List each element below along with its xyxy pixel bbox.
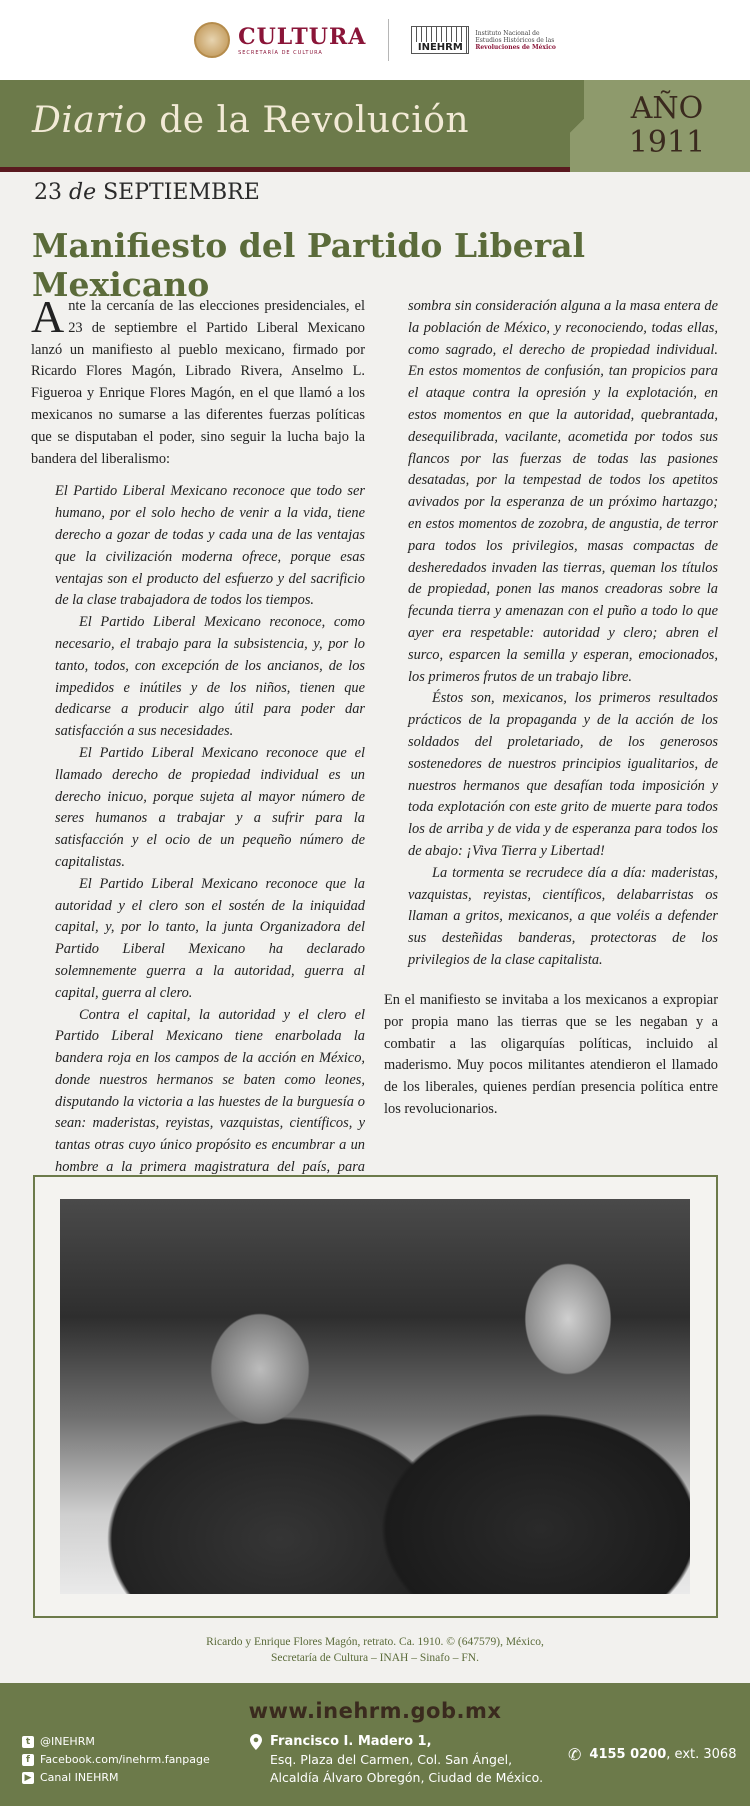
year-label: AÑO bbox=[630, 91, 704, 126]
youtube-channel: Canal INEHRM bbox=[40, 1771, 119, 1784]
facebook-icon: f bbox=[22, 1754, 34, 1766]
footer bbox=[0, 1683, 750, 1806]
phone-number: 4155 0200 bbox=[589, 1747, 667, 1762]
caption-line-1: Ricardo y Enrique Flores Magón, retrato. Ca. 1910. © (647579), México, bbox=[206, 1636, 544, 1648]
date-de: de bbox=[62, 180, 104, 205]
quote-paragraph-3: El Partido Liberal Mexicano reconoce que el llamado derecho de propiedad individual es un derecho inicuo, porque sujeta al mayor número de seres humanos a trabajar y a sufrir para la satisfacción y el ocio de un pequeño número de capitalistas. bbox=[55, 744, 365, 870]
phone-block[interactable] bbox=[568, 1745, 736, 1764]
photo-frame bbox=[33, 1175, 718, 1618]
inehrm-mark-text: INEHRM bbox=[417, 42, 463, 53]
manifesto-quote-left bbox=[31, 481, 365, 1200]
closing-paragraph: En el manifiesto se invitaba a los mexicanos a expropiar por propia mano las tierras que se les negaban y a combatir a las oligarquías políticas, incluido al maderismo. Muy pocos militantes atendieron el llamado de los liberales, quienes perdían presencia política entre los revolucionarios. bbox=[384, 992, 718, 1117]
phone-extension: , ext. 3068 bbox=[666, 1747, 737, 1762]
phone-icon: ✆ bbox=[568, 1745, 582, 1764]
drop-cap: A bbox=[31, 291, 65, 342]
address-line-2: Esq. Plaza del Carmen, Col. San Ángel, bbox=[270, 1752, 513, 1767]
intro-text: nte la cercanía de las elecciones presidenciales, el 23 de septiembre el Partido Liberal Mexicano lanzó un manifiesto al pueblo mexicano, firmado por Ricardo Flores Magón, Librado Rivera, Anselmo L. Figueroa y Enrique Flores Magón, en el que llamó a los mexicanos no sumarse a las diferentes fuerzas políticas que se disputaban el poder, sino seguir la lucha bajo la bandera del liberalismo: bbox=[31, 298, 365, 467]
banner-title bbox=[32, 100, 469, 141]
quote-paragraph-2: El Partido Liberal Mexicano reconoce, como necesario, el trabajo para la subsistencia, y, por lo tanto, todos, con excepción de los ancianos, de los impedidos e inútiles y de los niños, tienen que dedicarse a producir algo útil para poder dar satisfacción a sus necesidades. bbox=[55, 614, 365, 740]
address-block bbox=[250, 1733, 543, 1787]
quote-paragraph-5: Contra el capital, la autoridad y el clero el Partido Liberal Mexicano tiene enarbolada la bandera roja en los campos de la acción en México, donde nuestros hermanos se baten como leones, disputando la victoria a las huestes de la burguesía o sean: maderistas, reyistas, vazquistas, científicos, y tantas otras cuyo único propósito es encumbrar a un hombre a la primera magistratura del país, para bbox=[55, 1006, 365, 1176]
quote-paragraph-1: El Partido Liberal Mexicano reconoce que todo ser humano, por el solo hecho de venir a la vida, tiene derecho a gozar de todas y cada una de las ventajas que la civilización moderna ofrece, porque esas ventajas son el producto del esfuerzo y del sacrificio de la clase trabajadora de todos los tiempos. bbox=[55, 483, 365, 609]
quote-paragraph-6: Éstos son, mexicanos, los primeros resultados prácticos de la propaganda y de la acción de los soldados del proletariado, de los generosos sostenedores de nuestros principios igualitarios, de nuestros hermanos que desafían toda imposición y toda explotación con este grito de muerte para todos los de arriba y de vida y de esperanza para todos los de abajo: ¡Viva Tierra y Libertad! bbox=[408, 690, 718, 859]
inehrm-line-2: Estudios Históricos de las bbox=[475, 36, 555, 44]
historical-photo[interactable] bbox=[60, 1199, 690, 1594]
quote-paragraph-7: La tormenta se recrudece día a día: maderistas, vazquistas, reyistas, científicos, delabarristas os llaman a gritos, mexicanos, a que voléis a defender sus desteñidas banderas, protectoras de los privilegios de la clase capitalista. bbox=[408, 864, 718, 968]
left-column bbox=[31, 291, 365, 1201]
quote-continuation: sombra sin consideración alguna a la masa entera de la población de México, y reconociendo, todas ellas, como sagrado, el derecho de propiedad individual. En estos momentos de confusión, tan propicios para el ataque contra la opresión y la explotación, en estos momentos en que la autoridad, quebrantada, desequilibrada, vacilante, acometida por todos sus flancos por las fuerzas de todas las pasiones desatadas, por la tempestad de todos los apetitos avivados por la esperanza de un próximo hartazgo; en estos momentos de zozobra, de angustia, de terror para todos los privilegios, masas compactas de desheredados invaden las tierras, queman los títulos de propiedad, ponen las manos creadoras sobre la fecunda tierra y amenazan con el puño a todo lo que ayer era respetable: autoridad y clero; abren el surco, esparcen la semilla y esperan, emocionados, los primeros frutos de un trabajo libre. bbox=[408, 298, 718, 685]
youtube-icon: ▶ bbox=[22, 1772, 34, 1784]
twitter-link[interactable] bbox=[22, 1733, 210, 1751]
year-box bbox=[584, 80, 750, 172]
article-date bbox=[34, 180, 260, 205]
inehrm-line-1: Instituto Nacional de bbox=[475, 29, 540, 37]
banner-title-italic: Diario bbox=[32, 100, 148, 141]
cultura-subtitle: SECRETARÍA DE CULTURA bbox=[238, 50, 323, 56]
social-links bbox=[22, 1733, 210, 1787]
inehrm-building-icon bbox=[411, 26, 469, 54]
date-month: SEPTIEMBRE bbox=[103, 180, 260, 205]
twitter-icon: t bbox=[22, 1736, 34, 1748]
photo-caption bbox=[0, 1634, 750, 1666]
article-headline: Manifiesto del Partido Liberal Mexicano bbox=[32, 226, 586, 304]
date-day: 23 bbox=[34, 180, 62, 205]
national-seal-icon bbox=[194, 22, 230, 58]
twitter-handle: @INEHRM bbox=[40, 1735, 95, 1748]
location-pin-icon bbox=[250, 1734, 262, 1750]
cultura-logo[interactable] bbox=[194, 22, 366, 58]
title-banner bbox=[0, 80, 750, 172]
year-value: 1911 bbox=[628, 125, 706, 160]
facebook-url: Facebook.com/inehrm.fanpage bbox=[40, 1753, 210, 1766]
right-column bbox=[384, 296, 718, 972]
banner-title-rest: de la Revolución bbox=[147, 100, 470, 141]
facebook-link[interactable] bbox=[22, 1751, 210, 1769]
intro-paragraph bbox=[31, 291, 365, 470]
address-street: Francisco I. Madero 1, bbox=[270, 1734, 432, 1749]
address-line-3: Alcaldía Álvaro Obregón, Ciudad de México. bbox=[270, 1770, 544, 1785]
caption-line-2: Secretaría de Cultura – INAH – Sinafo – FN. bbox=[271, 1652, 479, 1664]
header-bar bbox=[0, 0, 750, 80]
manifesto-quote-right bbox=[384, 296, 718, 972]
logo-divider bbox=[388, 19, 389, 61]
quote-paragraph-4: El Partido Liberal Mexicano reconoce que la autoridad y el clero son el sostén de la iniquidad capital, y, por lo tanto, la junta Organizadora del Partido Liberal Mexicano ha declarado solemnemente guerra a la autoridad, guerra al capital, guerra al clero. bbox=[55, 875, 365, 1001]
youtube-link[interactable] bbox=[22, 1769, 210, 1787]
website-link[interactable]: www.inehrm.gob.mx bbox=[248, 1699, 502, 1723]
inehrm-logo[interactable] bbox=[411, 26, 556, 54]
cultura-wordmark: CULTURA bbox=[238, 24, 367, 50]
inehrm-line-3: Revoluciones de México bbox=[475, 43, 556, 51]
